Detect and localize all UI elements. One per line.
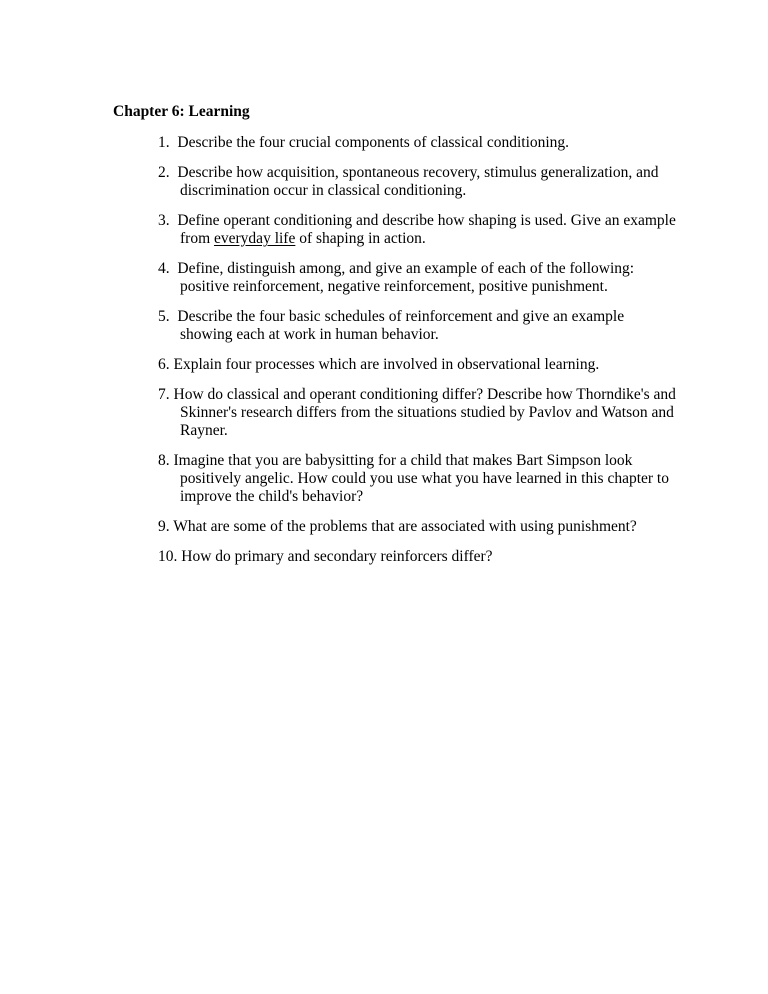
question-3: [158, 212, 678, 248]
question-number: 2.: [158, 164, 170, 181]
question-text-start: Define operant conditioning and describe how shaping is used. Give an example from: [177, 212, 676, 247]
question-10: [158, 548, 678, 566]
question-number: 4.: [158, 260, 170, 277]
question-text-end: of shaping in action.: [295, 230, 426, 247]
question-2: [158, 164, 678, 200]
question-text: Describe the four basic schedules of reinforcement and give an example showing each at work in human behavior.: [177, 308, 625, 343]
question-9: [158, 518, 678, 536]
question-6: [158, 356, 678, 374]
question-5: [158, 308, 678, 344]
question-number: 9.: [158, 518, 170, 535]
question-4: [158, 260, 678, 296]
underlined-phrase: everyday life: [214, 230, 296, 247]
question-text: How do classical and operant conditioning differ? Describe how Thorndike's and Skinner's research differs from the situations studied by Pavlov and Watson and Rayner.: [173, 386, 676, 439]
question-number: 5.: [158, 308, 170, 325]
question-7: [158, 386, 678, 440]
question-text: Explain four processes which are involved in observational learning.: [173, 356, 600, 373]
question-8: [158, 452, 678, 506]
question-text: Define, distinguish among, and give an example of each of the following: positive reinforcement, negative reinforcement, positive punishment.: [177, 260, 635, 295]
question-text: What are some of the problems that are associated with using punishment?: [173, 518, 637, 535]
question-text: Describe the four crucial components of classical conditioning.: [177, 134, 570, 151]
question-1: [158, 134, 678, 152]
question-text: [177, 212, 675, 247]
question-number: 10.: [158, 548, 178, 565]
question-text: How do primary and secondary reinforcers differ?: [181, 548, 493, 565]
question-list: [158, 134, 678, 578]
chapter-title: Chapter 6: Learning: [113, 103, 250, 120]
question-number: 7.: [158, 386, 170, 403]
question-number: 1.: [158, 134, 170, 151]
question-text: Describe how acquisition, spontaneous recovery, stimulus generalization, and discrimination occur in classical conditioning.: [177, 164, 659, 199]
question-text: Imagine that you are babysitting for a child that makes Bart Simpson look positively angelic. How could you use what you have learned in this chapter to improve the child's behavior?: [173, 452, 669, 505]
question-number: 8.: [158, 452, 170, 469]
question-number: 3.: [158, 212, 170, 229]
question-number: 6.: [158, 356, 170, 373]
